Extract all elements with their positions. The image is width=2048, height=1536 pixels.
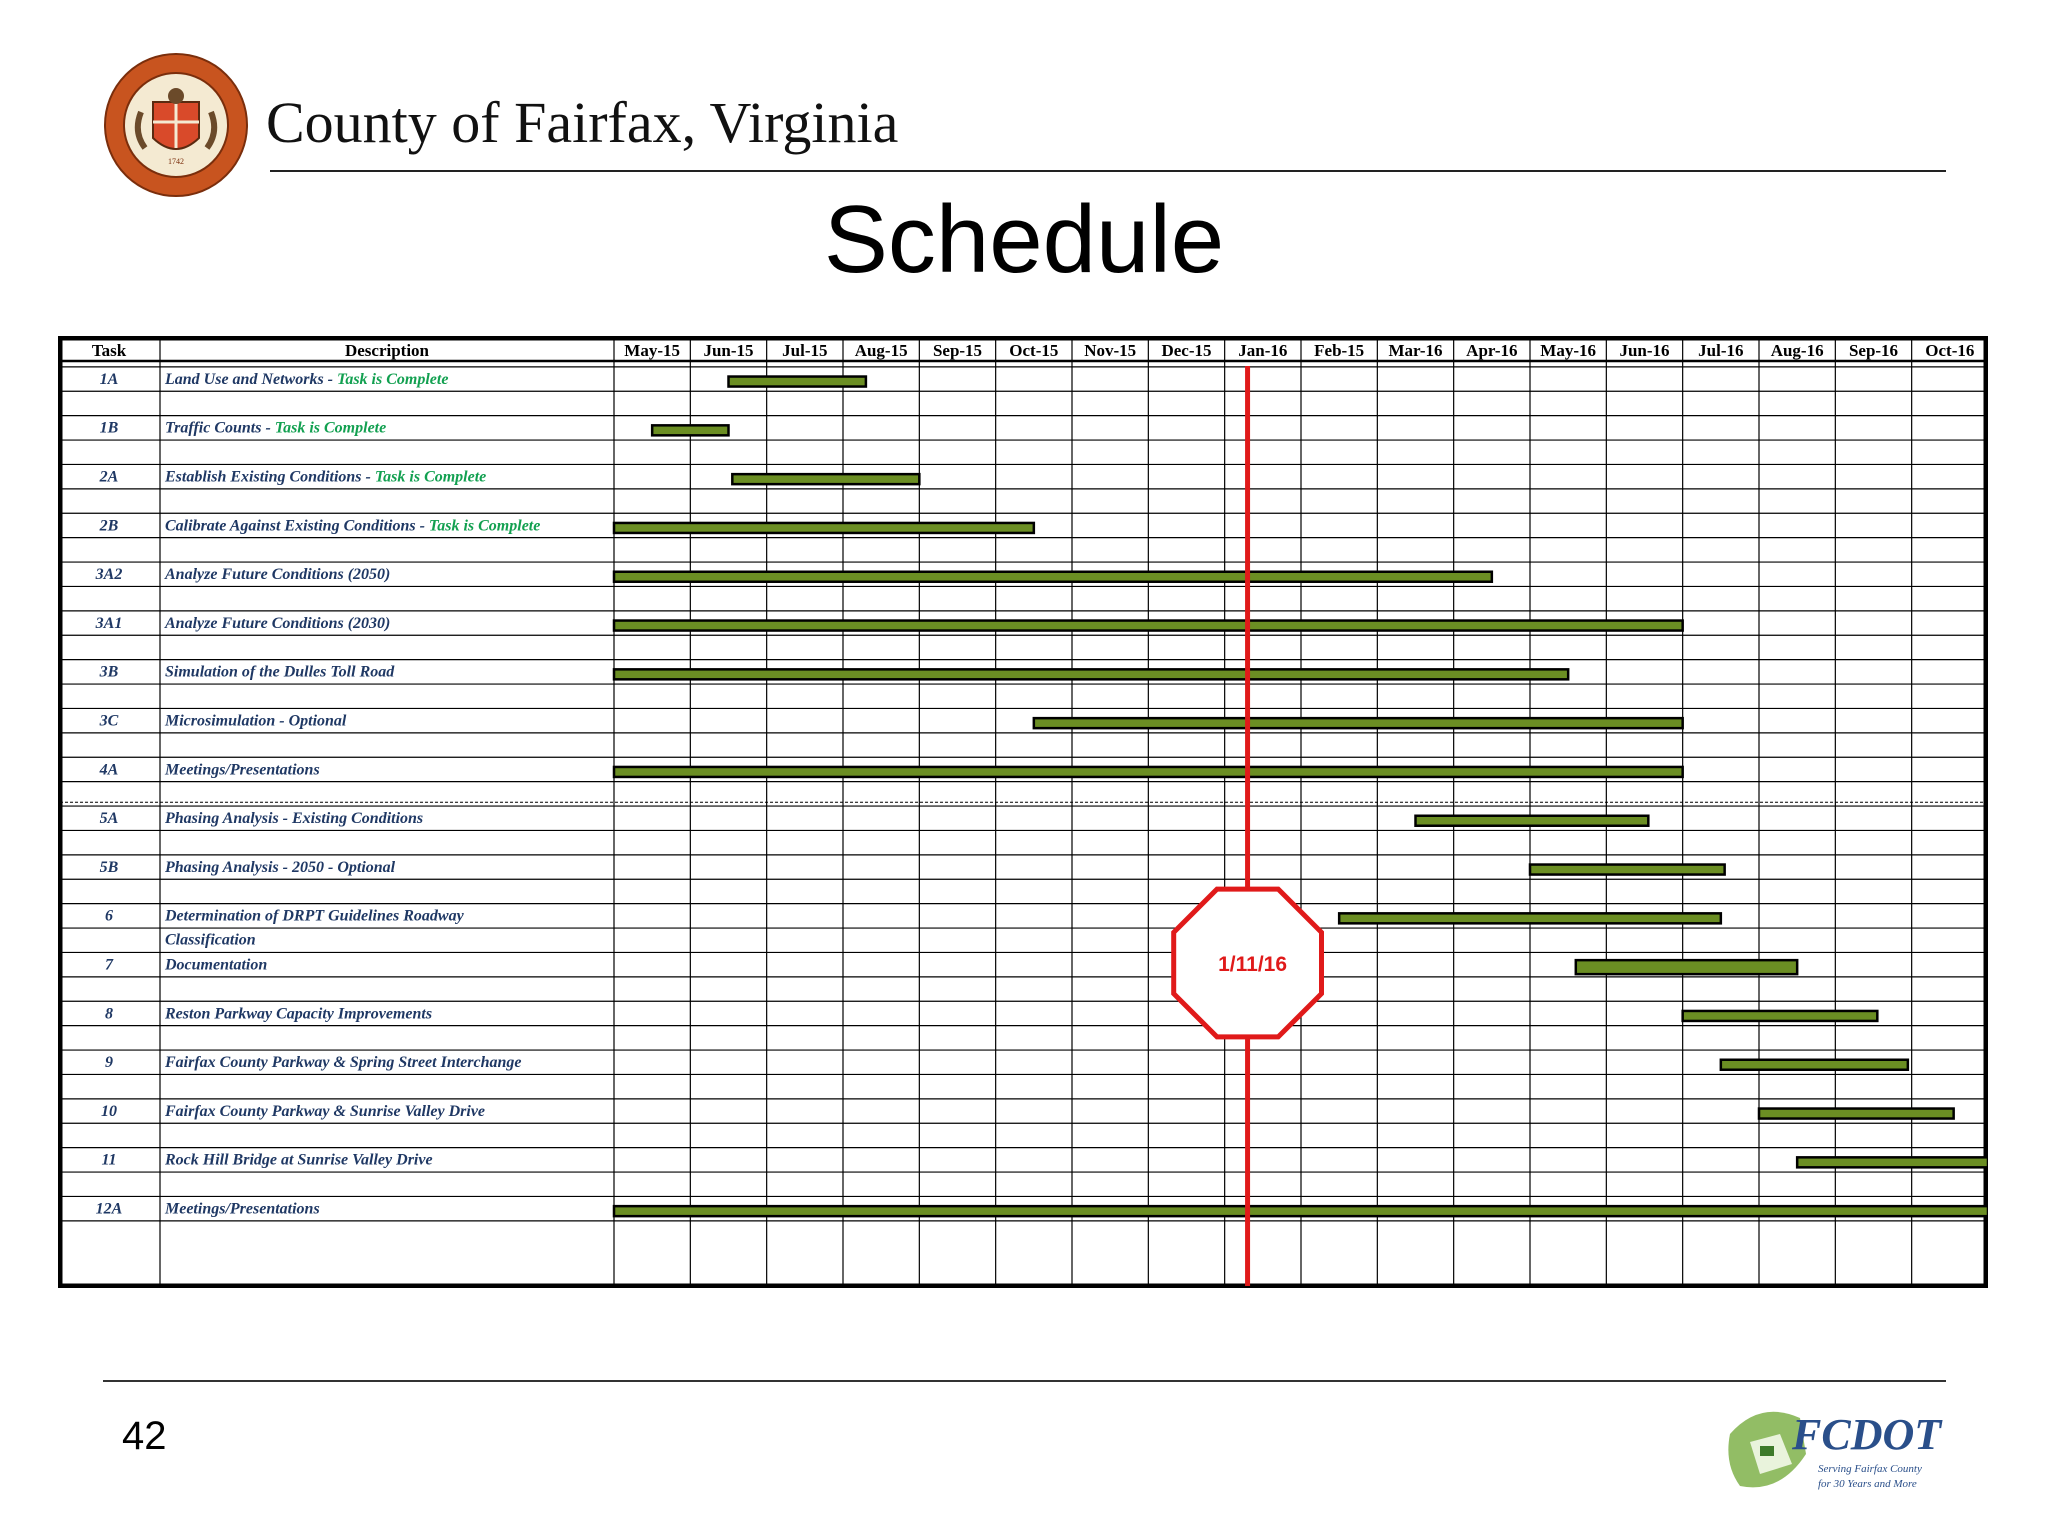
task-bar — [614, 1206, 1988, 1216]
task-id: 10 — [101, 1102, 117, 1120]
task-description — [164, 469, 486, 486]
task-id: 3A1 — [95, 614, 123, 632]
task-description-text: Documentation — [165, 956, 268, 974]
task-description-text: Microsimulation - Optional — [165, 712, 347, 730]
month-label: Jul-16 — [1698, 341, 1744, 360]
month-label: Jul-15 — [782, 341, 828, 360]
month-label: Oct-15 — [1009, 341, 1059, 360]
task-bar — [1797, 1157, 1988, 1167]
page-title: Schedule — [823, 186, 1225, 293]
task-description — [164, 859, 396, 876]
fcdot-tagline-2: for 30 Years and More — [1818, 1478, 1917, 1490]
task-description — [164, 371, 448, 388]
task-description — [164, 957, 267, 974]
task-bar — [1683, 1011, 1878, 1021]
task-description-text: Phasing Analysis - 2050 - Optional — [165, 858, 396, 876]
month-label: Jun-15 — [703, 341, 754, 360]
task-id: 6 — [105, 907, 113, 925]
task-description-text: Fairfax County Parkway & Spring Street Interchange — [165, 1054, 522, 1072]
month-label: Nov-15 — [1084, 341, 1137, 360]
task-id: 9 — [105, 1054, 113, 1072]
month-label: May-16 — [1540, 341, 1597, 360]
task-bar — [1530, 865, 1725, 875]
month-label: Sep-15 — [932, 341, 983, 360]
task-description — [164, 713, 347, 730]
task-bar — [652, 425, 728, 435]
task-id: 5A — [99, 810, 119, 828]
fcdot-logo-text: FCDOT — [1792, 1410, 1942, 1459]
task-description-text: Meetings/Presentations — [165, 761, 320, 779]
header-task: Task — [91, 341, 127, 360]
month-label: May-15 — [624, 341, 681, 360]
task-id: 3A2 — [95, 566, 123, 584]
task-description-text: Land Use and Networks - — [165, 370, 338, 388]
month-label: Aug-15 — [854, 341, 908, 360]
task-description — [164, 761, 320, 778]
county-seal-icon — [103, 52, 249, 198]
month-label: Feb-15 — [1314, 341, 1365, 360]
org-title: County of Fairfax, Virginia — [266, 90, 899, 155]
task-bar — [614, 572, 1492, 582]
task-bar — [1721, 1060, 1908, 1070]
task-id: 2A — [99, 468, 119, 486]
header-description: Description — [344, 341, 430, 360]
task-description — [164, 1201, 320, 1218]
fcdot-tagline-1: Serving Fairfax County — [1818, 1463, 1922, 1475]
task-bar — [732, 474, 919, 484]
header-divider — [270, 170, 1946, 172]
task-description-text: Reston Parkway Capacity Improvements — [165, 1005, 433, 1023]
task-id: 8 — [105, 1005, 113, 1023]
today-marker-label: 1/11/16 — [1218, 953, 1288, 976]
task-description-text: Analyze Future Conditions (2030) — [165, 614, 391, 632]
task-id: 5B — [99, 858, 119, 876]
month-label: Sep-16 — [1848, 341, 1899, 360]
month-label: Apr-16 — [1466, 341, 1518, 360]
task-id: 2B — [99, 517, 119, 535]
month-label: Aug-16 — [1770, 341, 1824, 360]
task-description-text: Phasing Analysis - Existing Conditions — [165, 810, 424, 828]
gantt-chart — [58, 336, 1988, 1288]
footer-divider — [103, 1380, 1946, 1382]
task-description-text: Meetings/Presentations — [165, 1200, 320, 1218]
seal-year: 1742 — [168, 157, 184, 166]
task-description — [164, 1152, 433, 1169]
task-description — [165, 664, 395, 681]
task-description — [164, 1005, 432, 1022]
task-description — [164, 1054, 522, 1071]
task-bar — [1576, 960, 1797, 974]
task-bar — [614, 621, 1683, 631]
task-bar — [614, 767, 1683, 777]
task-id: 7 — [105, 956, 113, 974]
task-id: 1A — [99, 370, 119, 388]
task-description-text: Analyze Future Conditions (2050) — [165, 566, 391, 584]
month-label: Mar-16 — [1388, 341, 1443, 360]
task-bar — [1339, 913, 1721, 923]
task-id: 3C — [99, 712, 119, 730]
task-id: 4A — [99, 761, 119, 779]
task-description-text: Rock Hill Bridge at Sunrise Valley Drive — [165, 1151, 433, 1169]
task-description — [165, 420, 386, 437]
task-description-text: Establish Existing Conditions - — [165, 468, 375, 486]
task-status: Task is Complete — [374, 468, 487, 486]
task-description-text: Simulation of the Dulles Toll Road — [165, 663, 395, 681]
task-status: Task is Complete — [274, 419, 387, 437]
task-status: Task is Complete — [428, 517, 541, 535]
task-bar — [729, 377, 866, 387]
task-description — [164, 810, 423, 827]
task-description — [164, 615, 390, 632]
task-bar — [1416, 816, 1649, 826]
month-label: Jun-16 — [1619, 341, 1670, 360]
month-label: Oct-16 — [1925, 341, 1975, 360]
task-description-text: Determination of DRPT Guidelines Roadway — [165, 907, 464, 925]
task-bar — [614, 669, 1568, 679]
page-number: 42 — [122, 1414, 167, 1458]
fcdot-logo — [1720, 1394, 1960, 1506]
task-bar — [614, 523, 1034, 533]
task-description-line2: Classification — [165, 931, 256, 949]
month-label: Jan-16 — [1238, 341, 1288, 360]
task-id: 3B — [99, 663, 119, 681]
task-bar — [1759, 1109, 1954, 1119]
task-bar — [1034, 718, 1683, 728]
task-description — [164, 908, 465, 925]
task-description-text: Traffic Counts - — [165, 419, 275, 437]
task-id: 11 — [101, 1151, 117, 1169]
month-label: Dec-15 — [1161, 341, 1212, 360]
task-id: 1B — [99, 419, 119, 437]
task-description — [165, 517, 540, 534]
task-id: 12A — [95, 1200, 123, 1218]
task-description — [164, 566, 390, 583]
task-status: Task is Complete — [337, 370, 449, 388]
task-description — [164, 1103, 485, 1120]
task-description-text: Calibrate Against Existing Conditions - — [165, 517, 429, 535]
task-description-text: Fairfax County Parkway & Sunrise Valley Drive — [165, 1102, 486, 1120]
